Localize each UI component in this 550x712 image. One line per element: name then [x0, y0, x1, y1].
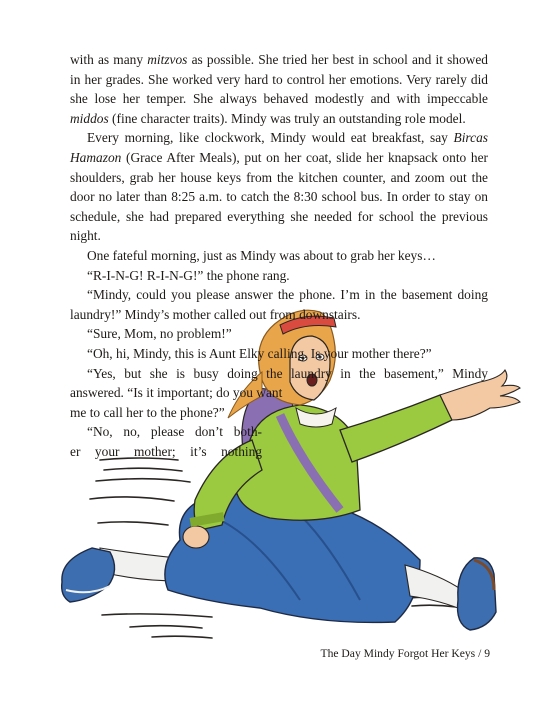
- italic-term: middos: [70, 110, 109, 126]
- paragraph: [70, 324, 488, 344]
- text-run: “Mindy, could you please answer the phone. I’m in the basement doing laundry!” Mindy’s mother called out from downstairs.: [70, 287, 488, 322]
- text-run: One fateful morning, just as Mindy was about to grab her keys…: [87, 247, 436, 263]
- text-run: “R-I-N-G! R-I-N-G!” the phone rang.: [87, 267, 290, 283]
- text-run: (Grace After Meals), put on her coat, slide her knapsack onto her shoulders, grab her house keys from the kitchen counter, and zoom out the door no later than 8:25 a.m. to catch the 8:30 school bus. In order to stay on schedule, she had prepared everything she needed for school the previous night.: [70, 149, 488, 244]
- text-run: Every morning, like clockwork, Mindy would eat breakfast, say: [87, 130, 454, 146]
- text-run: with as many: [70, 52, 148, 67]
- paragraph: [70, 50, 488, 128]
- paragraph: [70, 266, 488, 286]
- left-hand: [183, 526, 209, 548]
- running-footer: The Day Mindy Forgot Her Keys / 9: [320, 647, 490, 660]
- text-run: “Yes, but she is busy doing the laundry in the basement,” Mindy answered. “Is it important; do you want: [70, 365, 488, 401]
- left-shoe: [62, 548, 115, 602]
- text-line: “No, no, please don’t both-: [87, 424, 262, 440]
- paragraph: [70, 364, 488, 403]
- text-run: “Sure, Mom, no problem!”: [87, 326, 232, 342]
- italic-term: Bircas Hamazon: [70, 130, 488, 165]
- text-run: “Oh, hi, Mindy, this is Aunt Elky calling. Is your mother there?”: [87, 345, 432, 361]
- text-run: (fine character traits). Mindy was truly an outstanding role model.: [108, 110, 466, 126]
- text-line: me to call her to the phone?”: [70, 404, 225, 420]
- paragraph: [70, 285, 488, 324]
- paragraph: [70, 128, 488, 246]
- right-shoe: [458, 558, 497, 630]
- text-run: as possible. She tried her best in school and it showed in her grades. She worked very hard to control her emotions. Very rarely did she lose her temper. She always behaved modestly and with impeccable: [70, 52, 488, 107]
- text-line: er your mother; it’s nothing: [70, 443, 262, 459]
- paragraph: [70, 344, 488, 364]
- italic-term: mitzvos: [147, 52, 188, 67]
- body-text: [70, 50, 488, 461]
- paragraph: [70, 246, 488, 266]
